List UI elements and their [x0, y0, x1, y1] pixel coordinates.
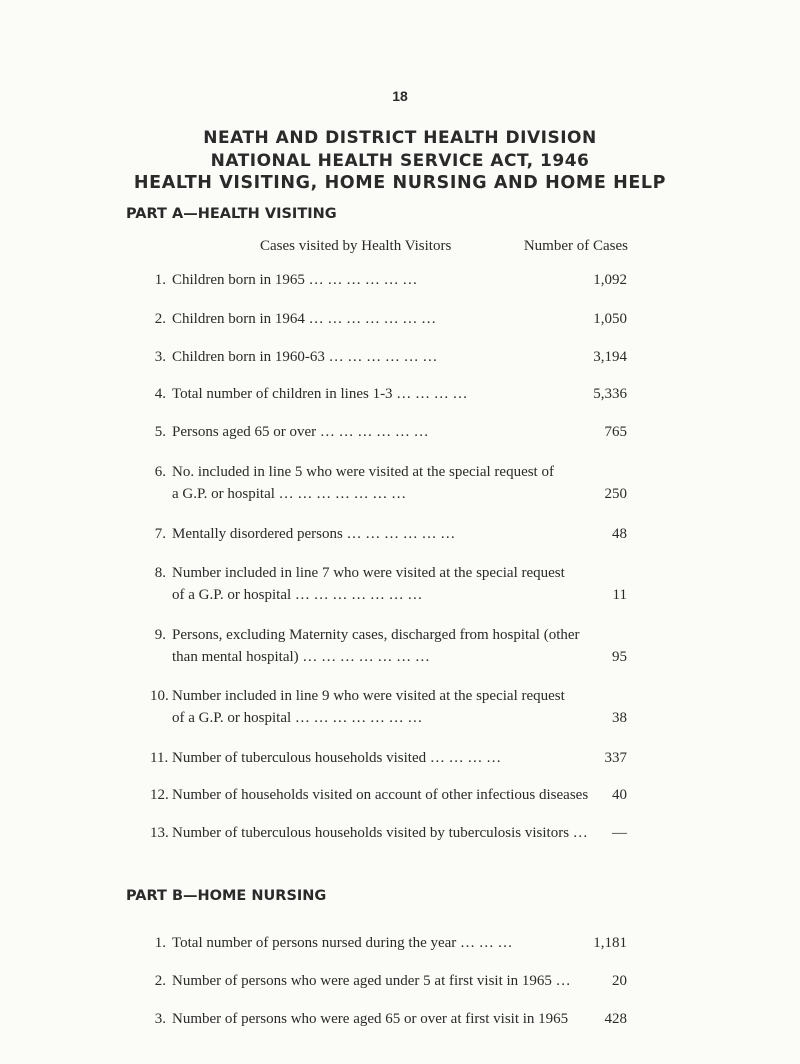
row-value: 95 [612, 649, 627, 665]
row-label: Number of persons who were aged 65 or over at first visit in 1965 [172, 1011, 569, 1027]
row-label: No. included in line 5 who were visited at the special request of [172, 464, 554, 480]
row-label: Total number of children in lines 1-3 … … … … [172, 386, 468, 402]
row-number: 1. [154, 272, 166, 288]
row-label: Persons aged 65 or over … … … … … … [172, 424, 429, 440]
row-label: Children born in 1964 … … … … … … … [172, 311, 437, 327]
row-label: Children born in 1965 … … … … … … [172, 272, 418, 288]
row-number: 3. [154, 349, 166, 365]
row-value: 1,092 [593, 272, 627, 288]
row-label: Number of households visited on account of other infectious diseases [172, 787, 589, 803]
row-number: 6. [154, 464, 166, 480]
row-number: 10. [150, 688, 169, 704]
row-value: 1,181 [593, 935, 627, 951]
row-value: 337 [604, 750, 627, 766]
row-number: 8. [154, 565, 166, 581]
row-number: 13. [150, 825, 169, 841]
row-value: 250 [604, 486, 627, 502]
row-value: 38 [612, 710, 627, 726]
page-number: 18 [392, 88, 408, 104]
row-number: 4. [154, 386, 166, 402]
row-value: — [612, 825, 627, 841]
document-title-line-3: HEALTH VISITING, HOME NURSING AND HOME HELP [133, 173, 667, 193]
row-label-continued: of a G.P. or hospital … … … … … … … [172, 587, 423, 603]
row-label: Mentally disordered persons … … … … … … [172, 526, 456, 542]
row-number: 3. [154, 1011, 166, 1027]
document-title-line-2: NATIONAL HEALTH SERVICE ACT, 1946 [210, 151, 590, 171]
part-a-heading: PART A—HEALTH VISITING [126, 206, 337, 222]
row-value: 428 [604, 1011, 627, 1027]
row-label: Number of tuberculous households visited by tuberculosis visitors … [172, 825, 588, 841]
row-value: 48 [612, 526, 627, 542]
row-number: 5. [154, 424, 166, 440]
row-number: 12. [150, 787, 169, 803]
row-label: Number of tuberculous households visited … … … … [172, 750, 502, 766]
row-label: Number included in line 9 who were visited at the special request [172, 688, 565, 704]
row-value: 5,336 [593, 386, 627, 402]
row-number: 1. [154, 935, 166, 951]
row-number: 2. [154, 311, 166, 327]
row-number: 9. [154, 627, 166, 643]
row-value: 20 [612, 973, 627, 989]
column-header-cases: Cases visited by Health Visitors [260, 238, 452, 254]
row-label-continued: than mental hospital) … … … … … … … [172, 649, 430, 665]
row-value: 765 [604, 424, 627, 440]
row-label-continued: a G.P. or hospital … … … … … … … [172, 486, 407, 502]
row-label: Persons, excluding Maternity cases, discharged from hospital (other [172, 627, 580, 643]
row-label: Number of persons who were aged under 5 at first visit in 1965 … [172, 973, 571, 989]
row-value: 1,050 [593, 311, 627, 327]
document-title-line-1: NEATH AND DISTRICT HEALTH DIVISION [203, 128, 597, 148]
row-number: 2. [154, 973, 166, 989]
row-label: Total number of persons nursed during the year … … … [172, 935, 513, 951]
row-label-continued: of a G.P. or hospital … … … … … … … [172, 710, 423, 726]
row-number: 11. [150, 750, 169, 766]
part-b-heading: PART B—HOME NURSING [126, 888, 327, 904]
column-header-number: Number of Cases [523, 238, 628, 254]
row-label: Number included in line 7 who were visited at the special request [172, 565, 565, 581]
row-value: 3,194 [593, 349, 627, 365]
row-label: Children born in 1960-63 … … … … … … [172, 349, 438, 365]
row-value: 40 [612, 787, 627, 803]
row-value: 11 [612, 587, 627, 603]
row-number: 7. [154, 526, 166, 542]
